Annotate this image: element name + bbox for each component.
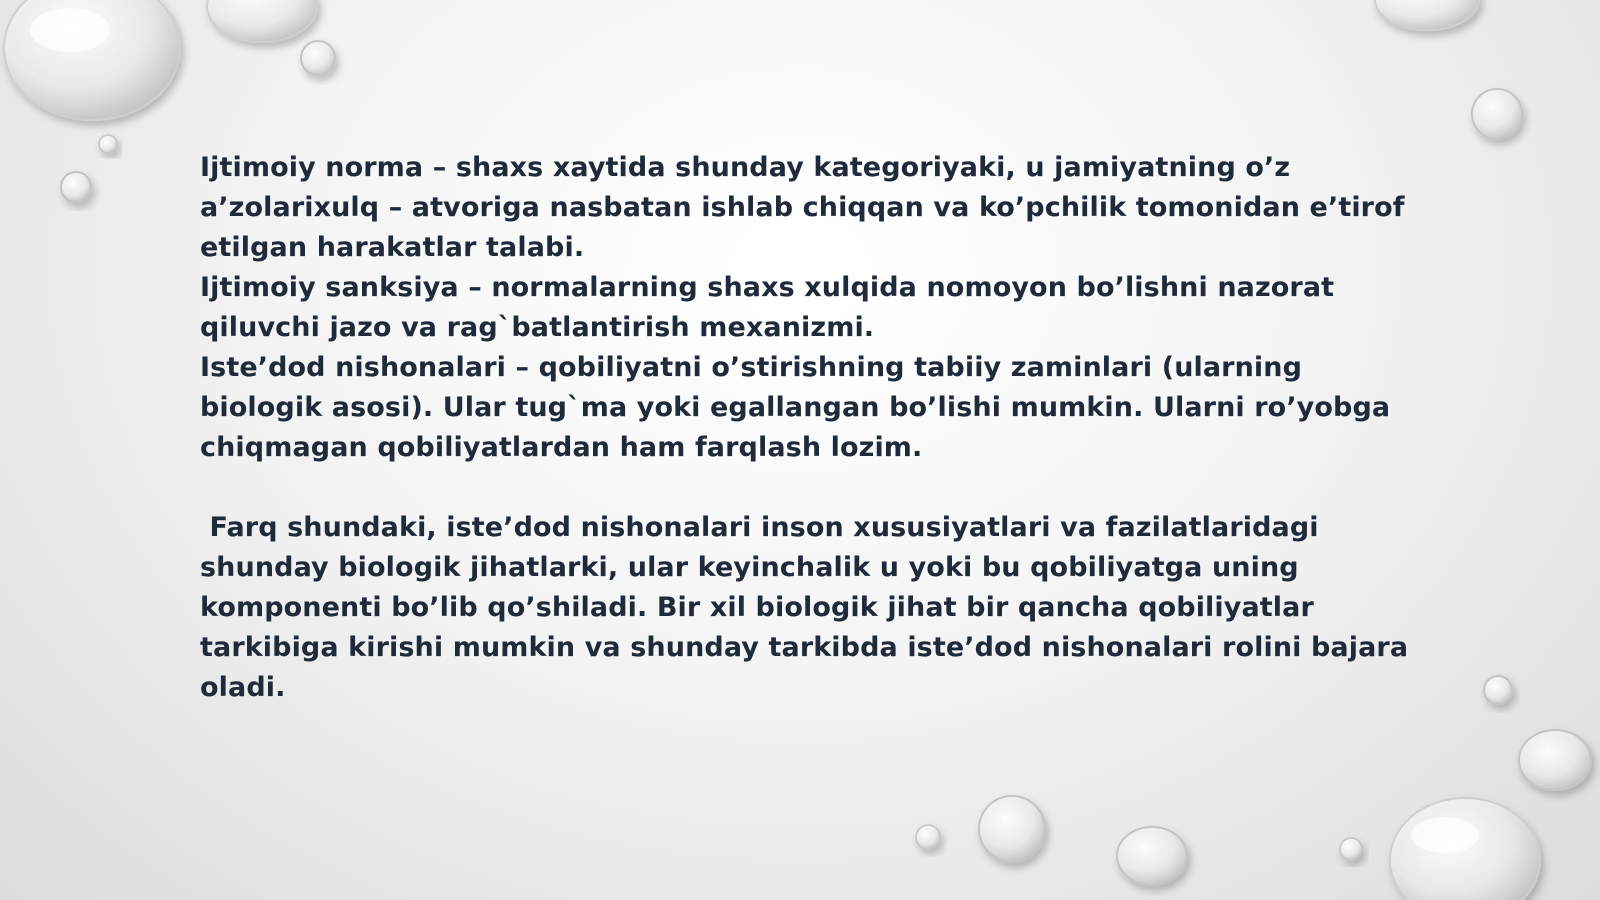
drop-bottom-right-4 (1340, 838, 1362, 860)
drop-top-left-5 (61, 172, 91, 202)
paragraph-ijtimoiy-sanksiya: Ijtimoiy sanksiya – normalarning shaxs xulqida nomoyon bo’lishni nazorat qiluvchi jazo va rag`batlantirish mexanizmi. (200, 272, 1335, 343)
drop-bottom-right-2 (1519, 730, 1591, 790)
paragraph-farq: Farq shundaki, iste’dod nishonalari inson xususiyatlari va fazilatlaridagi shunday biologik jihatlarki, ular keyinchalik u yoki bu qobiliyatga uning komponenti bo’lib qo’shiladi. Bir xil biologik jihat bir qancha qobiliyatlar tarkibiga kirishi mumkin va shunday tarkibda iste’dod nishonalari rolini bajara oladi. (200, 512, 1418, 703)
drop-bottom-center-3 (1117, 827, 1187, 885)
paragraph-istedod-nishonalari: Iste’dod nishonalari – qobiliyatni o’stirishning tabiiy zaminlari (ularning biologik asosi). Ular tug`ma yoki egallangan bo’lishi mumkin. Ularni ro’yobga chiqmagan qobiliyatlardan ham farqlash lozim. (200, 352, 1391, 463)
drop-top-left-3 (301, 41, 335, 75)
drop-top-right-1 (1375, 0, 1479, 30)
drop-bottom-center-1 (979, 796, 1045, 862)
drop-top-left-4 (99, 135, 117, 153)
drop-bottom-right-1 (1484, 676, 1512, 704)
drop-large-top-left (4, 0, 180, 120)
drop-bottom-right-3 (1390, 798, 1540, 900)
slide-body (200, 148, 1418, 708)
paragraph-ijtimoiy-norma: Ijtimoiy norma – shaxs xaytida shunday kategoriyaki, u jamiyatning o’z a’zolarixulq – atvoriga nasbatan ishlab chiqqan va ko’pchilik tomonidan e’tirof etilgan harakatlar talabi. (200, 152, 1405, 263)
drop-top-right-2 (1472, 89, 1522, 139)
drop-top-left-2 (207, 0, 317, 42)
drop-bottom-center-2 (916, 825, 940, 849)
